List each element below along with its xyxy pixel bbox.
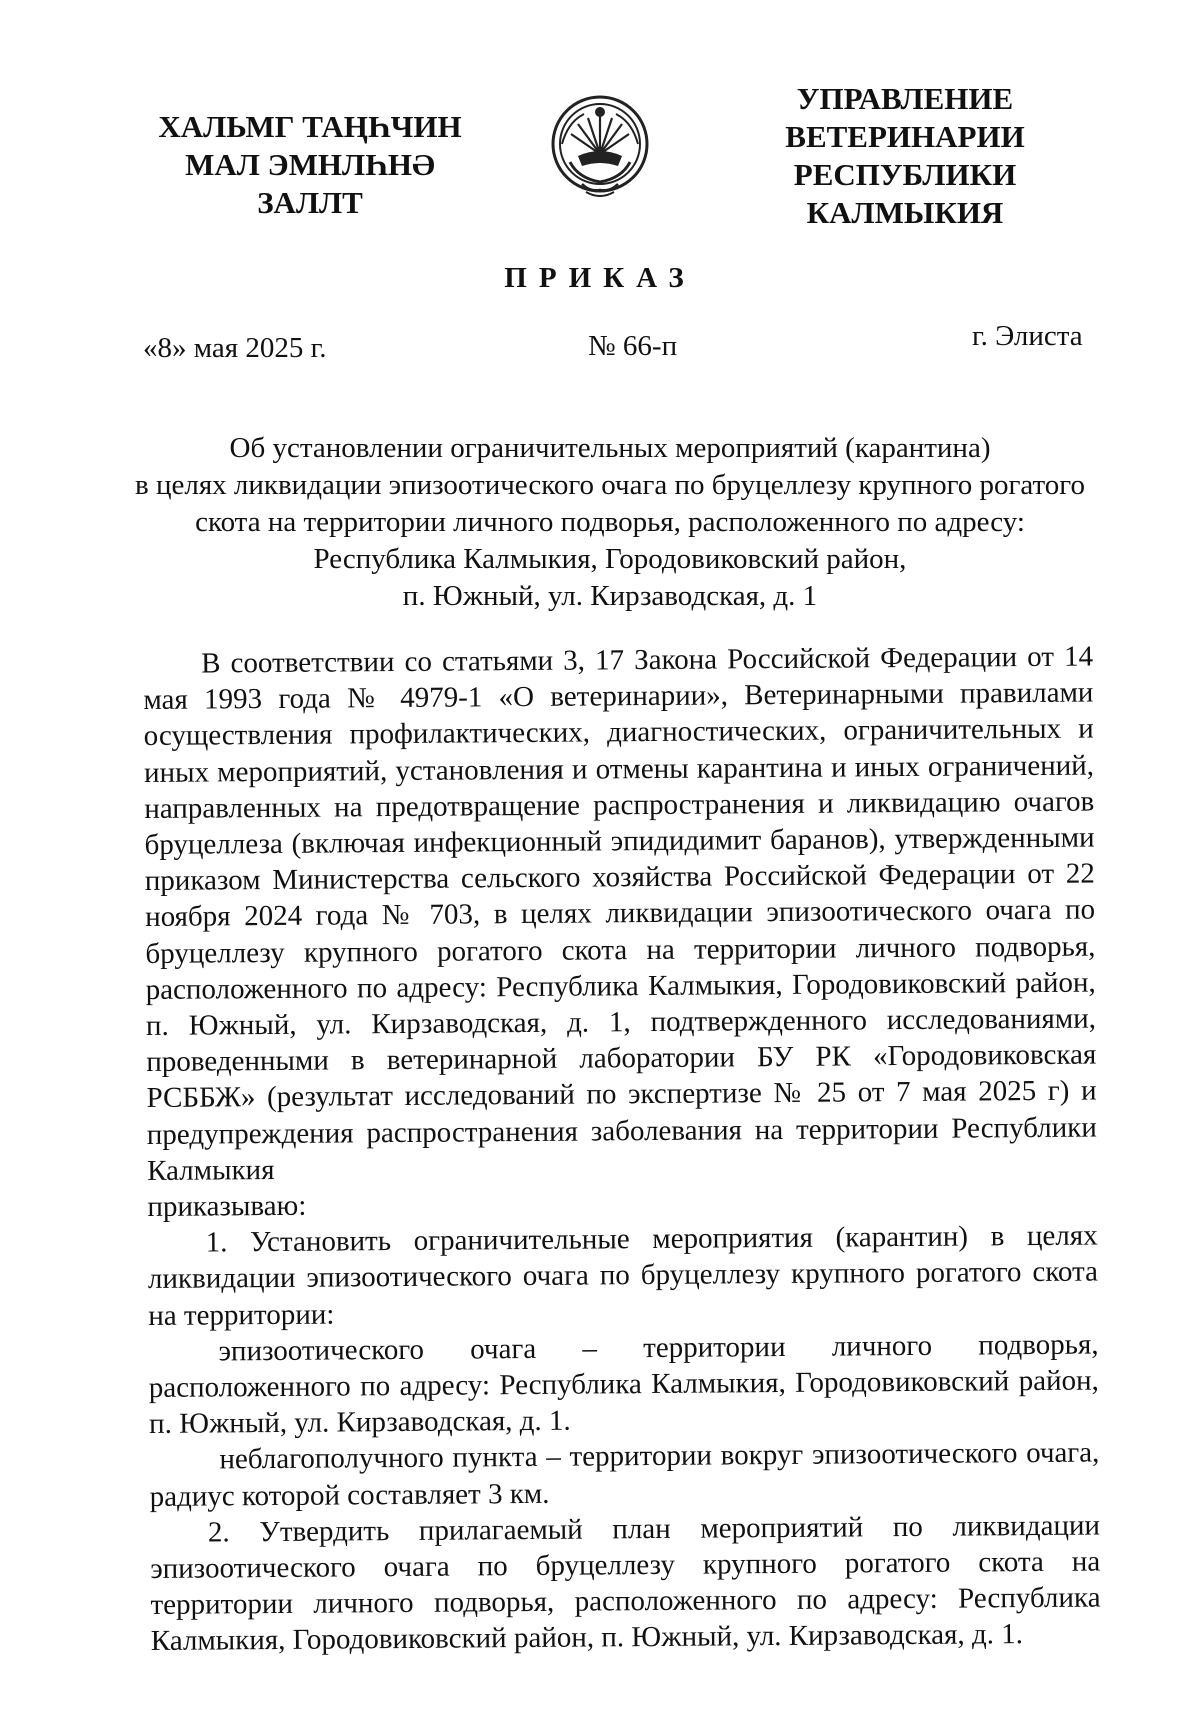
document-title: ПРИКАЗ (504, 262, 696, 294)
order-date: «8» мая 2025 г. (143, 332, 327, 364)
issuer-kalmyk (150, 108, 470, 222)
issuer-russian (770, 80, 1040, 232)
issuer-kalmyk-line: ХАЛЬМГ ТАҢҺЧИН (158, 109, 462, 144)
order-body (143, 639, 1101, 1660)
subject-line: Республика Калмыкия, Городовиковский район, (313, 543, 907, 575)
order-subject (120, 430, 1100, 615)
subject-line: скота на территории личного подворья, расположенного по адресу: (195, 506, 1025, 538)
preamble-paragraph: В соответствии со статьями 3, 17 Закона Российской Федерации от 14 мая 1993 года № 4979-1 «О ветеринарии», Ветеринарными правилами осуществления профилактических, диагностических, ограничительных и иных мероприятий, установления и отмены карантина и иных ограничений, направленных на предотвращение распространения и ликвидацию очагов бруцеллеза (включая инфекционный эпидидимит баранов), утвержденными приказом Министерства сельского хозяйства Российской Федерации от 22 ноября 2024 года № 703, в целях ликвидации эпизоотического очага по бруцеллезу крупного рогатого скота на территории личного подворья, расположенного по адресу: Республика Калмыкия, Городовиковский район, п. Южный, ул. Кирзаводская, д. 1, подтвержденного исследованиями, проведенными в ветеринарной лаборатории БУ РК «Городовиковская РСББЖ» (результат исследований по экспертизе № 25 от 7 мая 2025 г) и предупреждения распространения заболевания на территории Республики Калмыкия (143, 640, 1097, 1187)
order-city: г. Элиста (972, 320, 1083, 352)
subject-line: п. Южный, ул. Кирзаводская, д. 1 (402, 580, 818, 612)
item-1-area-paragraph: неблагополучного пункта – территории вокруг эпизоотического очага, радиус которой составляет 3 км. (149, 1436, 1100, 1513)
subject-line: в целях ликвидации эпизоотического очага по бруцеллезу крупного рогатого (135, 469, 1085, 501)
issuer-russian-line: РЕСПУБЛИКИ (793, 157, 1017, 192)
issuer-kalmyk-line: МАЛ ЭМНЛҺНӘ (185, 147, 435, 182)
issuer-kalmyk-line: ЗАЛЛТ (257, 185, 363, 220)
order-word: приказываю: (147, 1189, 307, 1224)
item-1-focus-paragraph: эпизоотического очага – территории личного подворья, расположенного по адресу: Республика Калмыкия, Городовиковский район, п. Южный, ул. Кирзаводская, д. 1. (148, 1328, 1099, 1441)
issuer-russian-line: УПРАВЛЕНИЕ (796, 81, 1014, 116)
item-1-paragraph: 1. Установить ограничительные мероприятия (карантин) в целях ликвидации эпизоотического очага по бруцеллезу крупного рогатого скота на территории: (147, 1219, 1099, 1332)
item-2-paragraph: 2. Утвердить прилагаемый план мероприятий по ликвидации эпизоотического очага по бруцеллезу крупного рогатого скота на территории личного подворья, расположенного по адресу: Республика Калмыкия, Городовиковский район, п. Южный, ул. Кирзаводская, д. 1. (150, 1509, 1101, 1658)
order-number: № 66-п (588, 330, 678, 362)
issuer-russian-line: КАЛМЫКИЯ (806, 195, 1004, 230)
kalmykia-emblem-icon (548, 92, 652, 202)
subject-line: Об установлении ограничительных мероприятий (карантина) (229, 432, 991, 464)
issuer-russian-line: ВЕТЕРИНАРИИ (785, 119, 1025, 154)
